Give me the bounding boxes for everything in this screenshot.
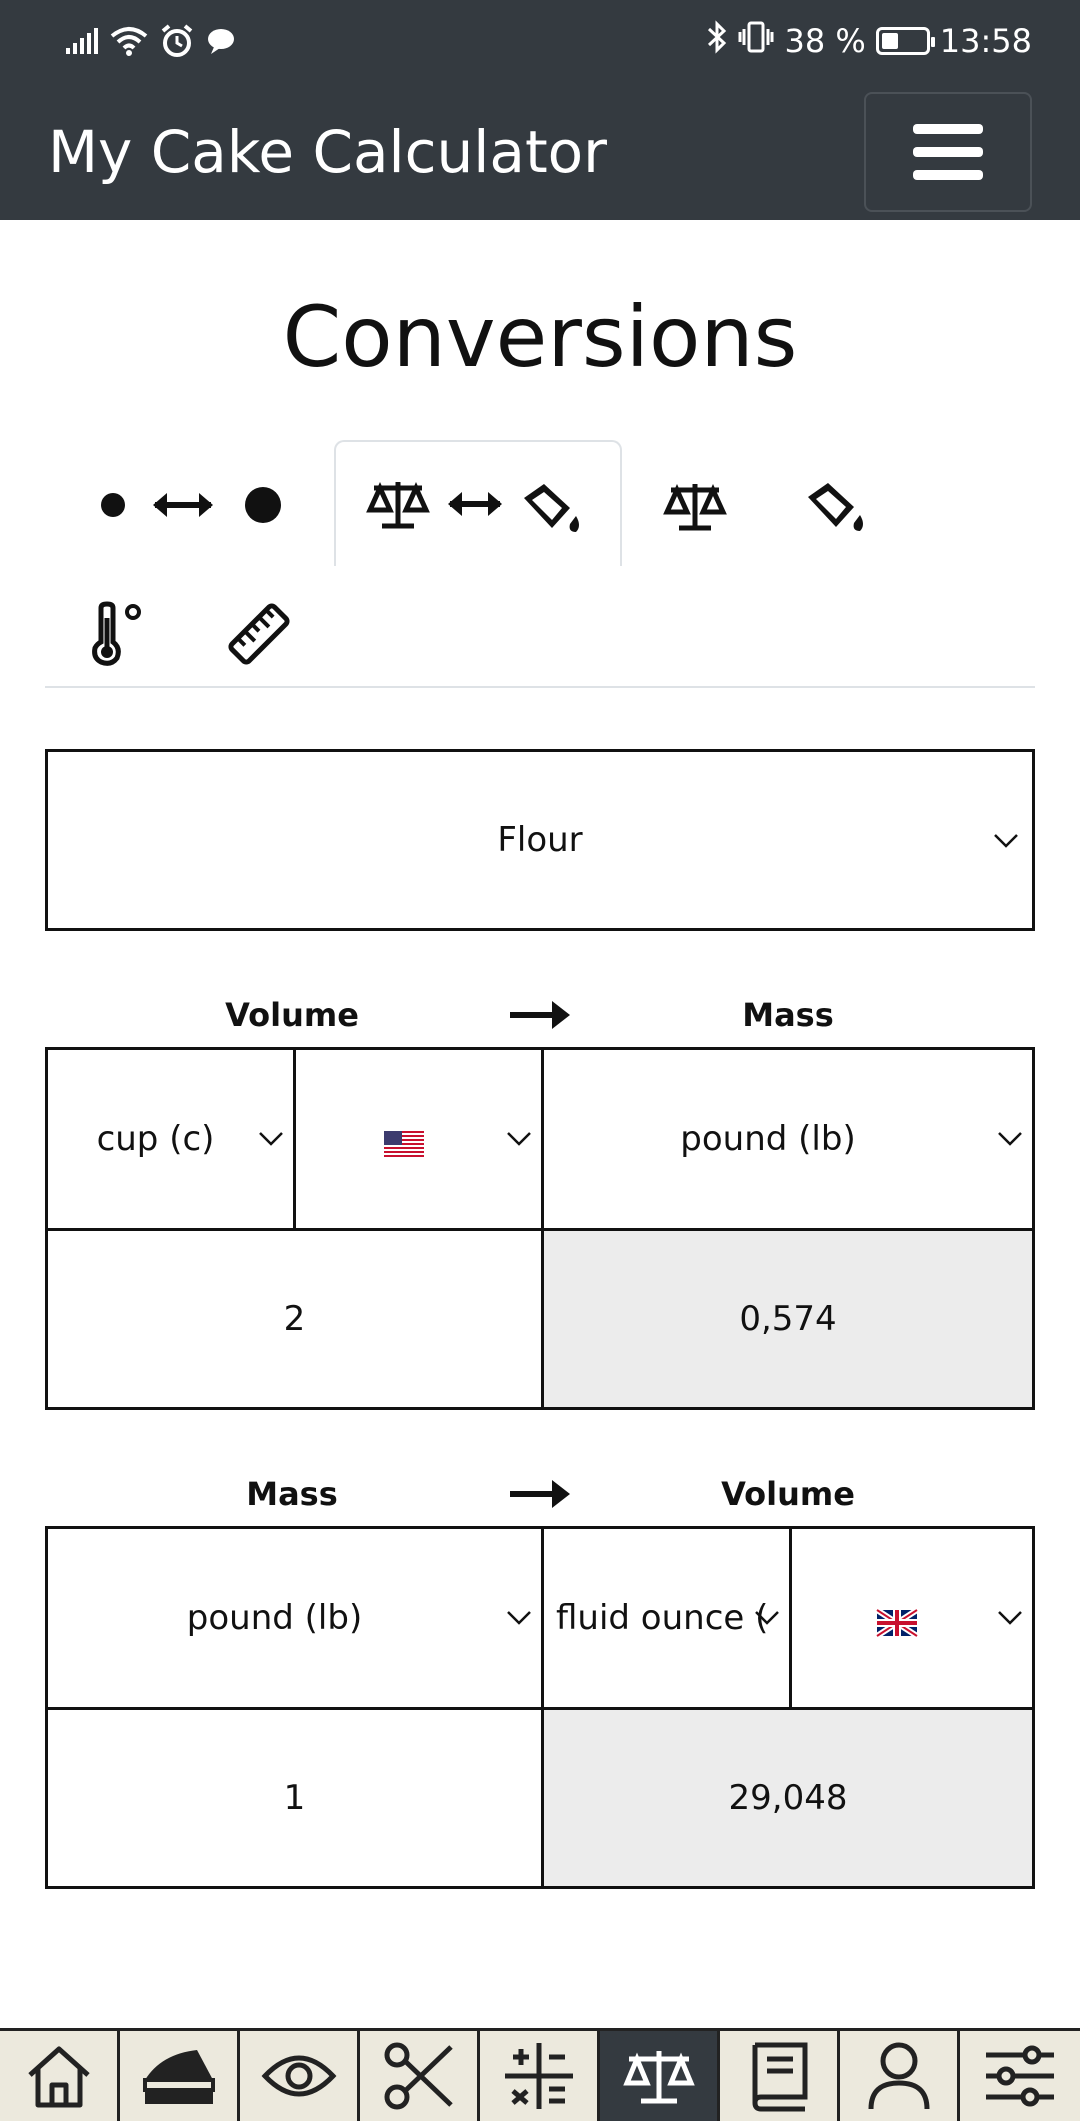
hamburger-icon	[913, 124, 983, 180]
mass-volume-right-label: Volume	[721, 1475, 855, 1513]
mass-input[interactable]: 1	[283, 1778, 306, 1818]
volume-mass-left-label: Volume	[225, 996, 359, 1034]
nav-profile[interactable]	[840, 2031, 960, 2121]
nav-home[interactable]	[0, 2031, 120, 2121]
volume-input[interactable]: 2	[283, 1299, 306, 1339]
us-flag-icon	[384, 1126, 424, 1152]
ingredient-select[interactable]	[45, 749, 1035, 931]
nav-recipes[interactable]	[720, 2031, 840, 2121]
volume-unit-select[interactable]	[544, 1529, 789, 1707]
nav-conversions[interactable]	[600, 2031, 720, 2121]
app-title[interactable]: My Cake Calculator	[48, 118, 608, 186]
sliders-icon	[984, 2043, 1056, 2109]
volume-mass-table	[45, 1047, 1035, 1410]
menu-button[interactable]	[864, 92, 1032, 212]
home-icon	[24, 2043, 94, 2109]
chevron-down-icon	[507, 1611, 531, 1625]
mass-result: 0,574	[544, 1231, 1032, 1407]
paint-bucket-icon	[802, 477, 868, 533]
status-icons-right	[706, 20, 1032, 62]
volume-mass-right-label: Mass	[742, 996, 834, 1034]
mass-unit-value: pound (lb)	[186, 1598, 363, 1638]
volume-unit-value: cup (c)	[96, 1119, 215, 1159]
chevron-down-icon	[998, 1132, 1022, 1146]
chevron-down-icon	[994, 834, 1018, 848]
volume-unit-value: fluid ounce (	[556, 1598, 769, 1638]
tab-mass-volume[interactable]	[334, 440, 622, 566]
nav-cut[interactable]	[360, 2031, 480, 2121]
signal-icon	[66, 28, 98, 54]
nav-settings[interactable]	[960, 2031, 1080, 2121]
ruler-icon	[227, 602, 291, 666]
wifi-icon	[110, 26, 148, 56]
clock: 13:58	[939, 22, 1032, 60]
mass-unit-select[interactable]	[544, 1050, 1032, 1228]
mass-volume-left-label: Mass	[246, 1475, 338, 1513]
chevron-down-icon	[259, 1132, 283, 1146]
tab-volume[interactable]	[780, 446, 890, 564]
page-title: Conversions	[282, 288, 798, 386]
vibrate-icon	[738, 21, 774, 61]
bottom-nav	[0, 2028, 1080, 2121]
status-bar	[0, 0, 1080, 82]
uk-flag-icon	[877, 1605, 917, 1631]
mass-unit-value: pound (lb)	[680, 1119, 856, 1159]
cake-icon	[141, 2046, 217, 2106]
volume-region-select[interactable]	[296, 1050, 541, 1228]
chevron-down-icon	[998, 1611, 1022, 1625]
eye-icon	[261, 2050, 337, 2102]
nav-calculator[interactable]	[480, 2031, 600, 2121]
status-icons-left	[66, 20, 236, 62]
calculator-icon	[503, 2041, 575, 2111]
battery-percent: 38 %	[784, 22, 866, 60]
nav-view[interactable]	[240, 2031, 360, 2121]
app-bar	[0, 82, 1080, 220]
mass-unit-select[interactable]	[48, 1529, 541, 1707]
book-icon	[747, 2041, 811, 2111]
thermometer-icon	[87, 602, 147, 666]
chevron-down-icon	[507, 1132, 531, 1146]
bluetooth-icon	[706, 20, 728, 62]
mass-volume-table	[45, 1526, 1035, 1889]
volume-region-select[interactable]	[792, 1529, 1032, 1707]
tab-temperature[interactable]	[62, 584, 172, 684]
chevron-down-icon	[755, 1611, 779, 1625]
scale-icon	[664, 478, 726, 532]
tabs-divider	[45, 686, 1035, 688]
scale-icon	[623, 2045, 695, 2107]
mass-volume-convert-icon	[368, 474, 588, 534]
alarm-icon	[160, 25, 194, 57]
volume-unit-select[interactable]	[48, 1050, 293, 1228]
chat-icon	[206, 27, 236, 55]
battery-icon	[876, 27, 930, 55]
tab-scale[interactable]	[640, 446, 750, 564]
ingredient-select-value: Flour	[497, 820, 583, 860]
size-convert-icon	[95, 485, 285, 525]
scissors-icon	[383, 2041, 455, 2111]
nav-cake[interactable]	[120, 2031, 240, 2121]
tab-size-convert[interactable]	[80, 446, 300, 564]
volume-result: 29,048	[544, 1710, 1032, 1886]
tab-length[interactable]	[204, 584, 314, 684]
user-icon	[867, 2041, 931, 2111]
